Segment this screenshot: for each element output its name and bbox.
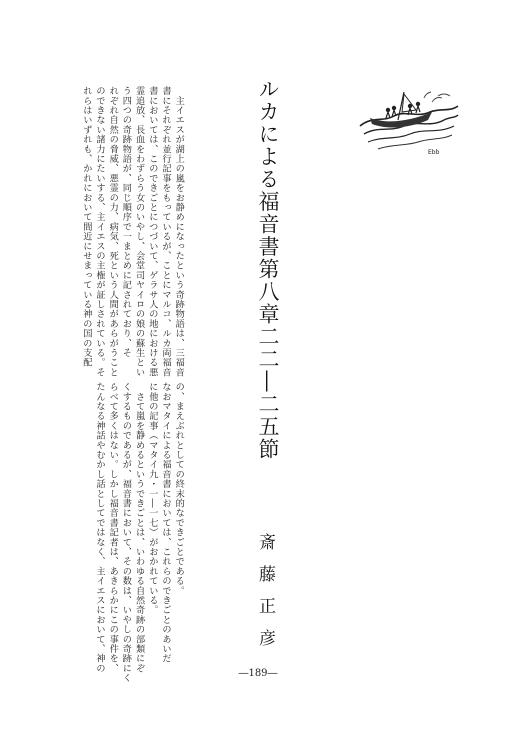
page-number: ―189―: [238, 668, 278, 679]
text-line: れぞれ自然の脅威、悪霊の力、病気、死という人間があらがうこと: [107, 86, 119, 377]
text-line: なおマタイによる福音書においては、これらのできごとのあいだ: [160, 382, 171, 664]
text-line: のできない諸力にたいする、主イエスの主権が証しされている。そ: [94, 86, 105, 377]
text-line: 書においては、このできごとにつづいて、ゲラサ人の地における悪: [146, 86, 158, 377]
article-title: ルカによる福音書第八章二二―二五節: [256, 78, 280, 461]
text-line: くするものであるが、福音書において、その数は、いやしの奇跡にく: [120, 382, 132, 683]
text-line: さて嵐を静めるというできごとは、いわゆる自然奇跡の部類にぞ: [133, 382, 145, 673]
author-name: 斎藤正彦: [255, 533, 275, 661]
illustration-signature: Ebb: [428, 149, 440, 156]
text-line: う四つの奇跡物語が、同じ順序で一まとめに記されており、そ: [120, 86, 132, 358]
text-line: れらはいずれも、かれにおいて間近にせまっている神の国の支配: [80, 86, 92, 368]
text-line: 霊追放、長血をわずらう女のいやし、会堂司ヤイロの娘の蘇生とい: [133, 86, 145, 377]
text-line: に他の記事（マタイ九・一―一七）がおかれている。: [146, 382, 158, 615]
text-line: 主イエスが湖上の嵐をお静めになったという奇跡物語は、三福音: [173, 86, 185, 377]
text-line: の、まえぶれとしての終末的なできごとである。: [173, 382, 185, 596]
text-line: らべて多くはない。しかし福音書記者は、あきらかにこの事件を、: [107, 382, 119, 673]
boat-in-storm-icon: [358, 82, 460, 158]
text-line: 書にそれぞれ並行記事をもっているが、ことにマルコ、ルカ両福音: [160, 86, 171, 377]
text-line: たんなる神話やむかし話としてではなく、主イエスにおいて、神の: [94, 382, 105, 673]
